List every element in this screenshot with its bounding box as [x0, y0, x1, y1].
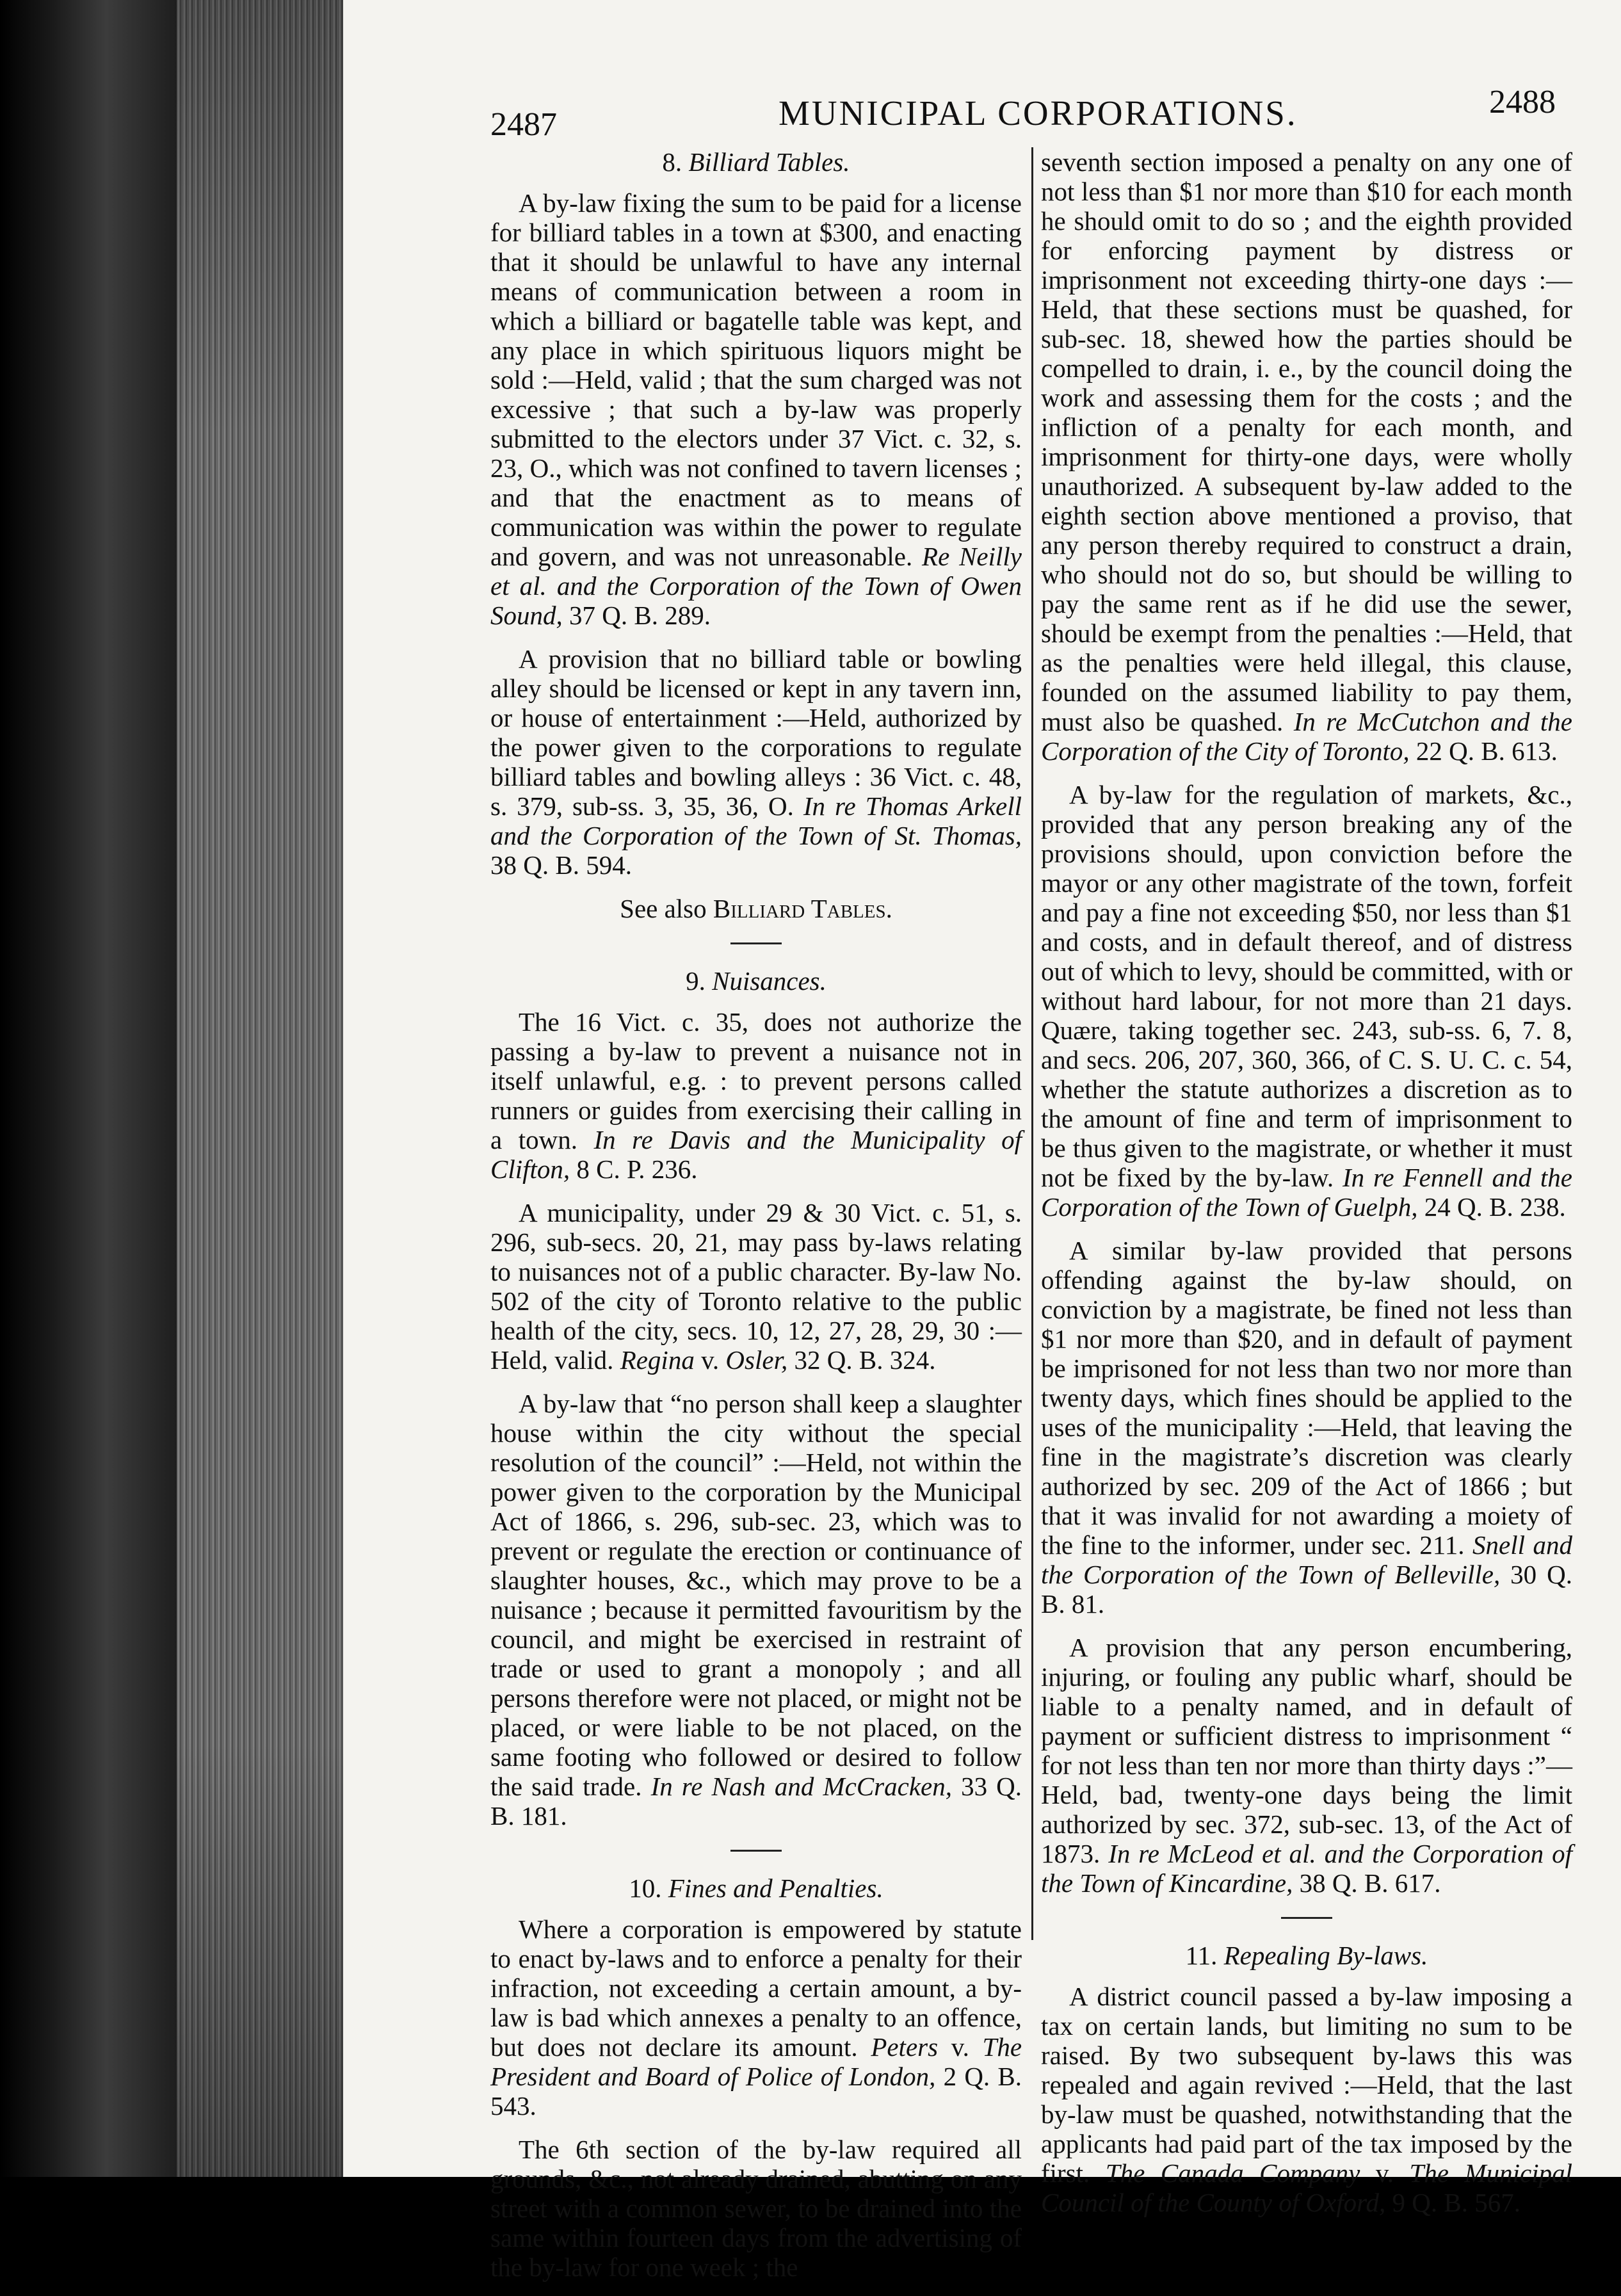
text-span: A by-law for the regulation of markets, &c., provided that any person breaking any of the provisions should, upon conviction before the mayor or any other magistrate of the town, forfeit and pay a fine not exceeding $50, nor less than $1 and costs, and in default thereof, and of distress out of which to levy, should be committed, with or without hard labour, for not more than 21 days. Quære, taking together sec. 243, sub-ss. 6, 7. 8, and secs. 206, 207, 360, 366, of C. S. U. C. c. 54, whether the statute authorizes a discretion as to the amount of fine and term of imprisonment to be thus given to the magistrate, or whether it must not be fixed by the by-law.	[1041, 780, 1572, 1192]
text-span: Snell and the Corporation of the Town of Belleville,	[1041, 1530, 1573, 1589]
paragraph	[1041, 147, 1572, 766]
text-span: Nuisances.	[712, 966, 827, 996]
paragraph	[490, 1198, 1022, 1375]
text-span: 37 Q. B. 289.	[562, 601, 711, 630]
text-span: A by-law that “no person shall keep a slaughter house within the city without the special resolution of the council” :—Held, not within the power given to the corporation by the Municipal Act of 1866, s. 296, sub-sec. 23, which was to prevent or regulate the erection or continuance of slaughter houses, &c., which may prove to be a nuisance ; because it permitted favouritism by the council, and might be exercised in restraint of trade or used to grant a monopoly ; and all persons therefore were not placed, or might not be placed, or were liable to be not placed, on the same footing who followed or desired to follow the said trade.	[490, 1389, 1022, 1801]
paragraph	[490, 1389, 1022, 1831]
paragraph	[490, 1007, 1022, 1184]
section-rule	[730, 942, 782, 944]
left-column	[490, 147, 1022, 2296]
paragraph	[1041, 780, 1572, 1222]
text-span: A by-law fixing the sum to be paid for a license for billiard tables in a town at $300, and enacting that it should be unlawful to have any internal means of communication between a room in which a billiard or bagatelle table was kept, and any place in which spirituous liquors might be sold :—Held, valid ; that the sum charged was not excessive ; that such a by-law was properly submitted to the electors under 37 Vict. c. 32, s. 23, O., which was not confined to tavern licenses ; and that the enactment as to means of communication was within the power to regulate and govern, and was not unreasonable.	[490, 188, 1022, 571]
text-span: v.	[938, 2032, 983, 2062]
text-span: 32 Q. B. 324.	[787, 1345, 936, 1375]
text-span: The 6th section of the by-law required all grounds, &c., not already drained, abutting on any street with a common sewer, to be drained into the same within fourteen days from the advertising of the by-law for one week ; the	[490, 2135, 1022, 2282]
paragraph	[490, 1914, 1022, 2121]
section-rule	[730, 1850, 782, 1852]
text-span: In re Thomas Arkell and the Corporation of the Town of St. Thomas,	[490, 791, 1022, 850]
text-span: 24 Q. B. 238.	[1417, 1192, 1566, 1222]
text-span: In re Davis and the Municipality of Clifton,	[490, 1125, 1022, 1184]
text-span: Peters	[871, 2032, 939, 2062]
left-page-number: 2487	[490, 106, 557, 143]
text-span: In re McCutchon and the Corporation of the City of Toronto,	[1041, 707, 1572, 766]
text-span: In re McLeod et al. and the Corporation of the Town of Kincardine,	[1041, 1839, 1573, 1898]
text-span: A municipality, under 29 & 30 Vict. c. 51, s. 296, sub-secs. 20, 21, may pass by-laws relating to nuisances not of a public character. By-law No. 502 of the city of Toronto relative to the public health of the city, secs. 10, 12, 27, 28, 29, 30 :—Held, valid.	[490, 1198, 1022, 1375]
text-span: A provision that no billiard table or bowling alley should be licensed or kept in any tavern inn, or house of entertainment :—Held, authorized by the power given to the corporations to regulate billiard tables and bowling alleys : 36 Vict. c. 48, s. 379, sub-ss. 3, 35, 36, O.	[490, 644, 1022, 821]
paragraph	[1041, 1236, 1572, 1619]
section-heading-10	[490, 1873, 1022, 1903]
text-span: 30 Q. B. 81.	[1041, 1560, 1573, 1619]
text-span: A district council passed a by-law imposing a tax on certain lands, but limiting no sum to be raised. By two subsequent by-laws this was repealed and again revived :—Held, that the last by-law must be quashed, notwithstanding that the applicants had paid part of the tax imposed by the first.	[1041, 1982, 1572, 2188]
text-span: The 16 Vict. c. 35, does not authorize the passing a by-law to prevent a nuisance not in itself unlawful, e.g. : to prevent persons called runners or guides from exercising their calling in a town.	[490, 1007, 1022, 1154]
text-span: 10.	[629, 1873, 662, 1903]
paragraph	[490, 644, 1022, 880]
text-span: 38 Q. B. 617.	[1293, 1868, 1441, 1898]
text-span: The President and Board of Police of London,	[490, 2032, 1022, 2091]
running-header	[343, 80, 1621, 143]
text-span: 38 Q. B. 594.	[490, 850, 632, 880]
column-divider	[1031, 147, 1033, 1940]
section-heading-9	[490, 966, 1022, 996]
text-span: 33 Q. B. 181.	[490, 1772, 1022, 1831]
text-span: 8.	[662, 147, 682, 177]
book-page	[343, 0, 1621, 2282]
paragraph	[1041, 1982, 1572, 2217]
text-span: v.	[1360, 2158, 1410, 2188]
text-span: Where a corporation is empowered by statute to enact by-laws and to enforce a penalty for their infraction, not exceeding a certain amount, a by-law is bad which annexes a penalty to an offence, but does not declare its amount.	[490, 1914, 1022, 2062]
book-page-edges	[177, 0, 343, 2177]
section-heading-11	[1041, 1941, 1572, 1970]
scan-dark-margin	[0, 0, 177, 2177]
text-span: Fines and Penalties.	[668, 1873, 883, 1903]
paragraph	[490, 2135, 1022, 2282]
text-span: 9.	[686, 966, 706, 996]
text-span: 11.	[1185, 1941, 1218, 1970]
text-span: The Canada Company	[1105, 2158, 1360, 2188]
paragraph	[490, 188, 1022, 630]
text-span: In re Fennell and the Corporation of the Town of Guelph,	[1041, 1163, 1572, 1222]
text-span: 9 Q. B. 567.	[1385, 2188, 1520, 2217]
text-span: Repealing By-laws.	[1223, 1941, 1428, 1970]
right-column	[1041, 147, 1572, 2231]
section-heading-8	[490, 147, 1022, 177]
text-span: See also	[620, 894, 713, 923]
text-span: 2 Q. B. 543.	[490, 2062, 1022, 2121]
text-span: v.	[694, 1345, 726, 1375]
text-span: seventh section imposed a penalty on any one of not less than $1 nor more than $10 for each month he should omit to do so ; and the eighth provided for enforcing payment by distress or imprisonment not exceeding thirty-one days :—Held, that these sections must be quashed, for sub-sec. 18, shewed how the parties should be compelled to drain, i. e., by the council doing the work and assessing them for the costs ; and the infliction of a penalty for each month, and imprisonment for thirty-one days, were wholly unauthorized. A subsequent by-law added to the eighth section above mentioned a proviso, that any person thereby required to construct a drain, who should not do so, but should be willing to pay the same rent as if he did use the sewer, should be exempt from the penalties :—Held, that as the penalties were held illegal, this clause, founded on the assumed liability to pay them, must also be quashed.	[1041, 147, 1572, 736]
see-also-note	[490, 894, 1022, 923]
text-span: A similar by-law provided that persons offending against the by-law should, on conviction by a magistrate, be fined not less than $1 nor more than $20, and in default of payment be imprisoned for not less than two nor more than twenty days, which fines should be applied to the uses of the municipality :—Held, that leaving the fine in the magistrate’s discretion was clearly authorized by sec. 209 of the Act of 1866 ; but that it was invalid for not awarding a moiety of the fine to the informer, under sec. 211.	[1041, 1236, 1572, 1560]
text-span: A provision that any person encumbering, injuring, or fouling any public wharf, should be liable to a penalty named, and in default of payment or sufficient distress to imprisonment “ for not less than ten nor more than thirty days :”—Held, bad, twenty-one days being the limit authorized by sec. 372, sub-sec. 13, of the Act of 1873.	[1041, 1633, 1572, 1868]
text-span: Billiard Tables.	[713, 894, 892, 923]
text-span: Osler,	[725, 1345, 788, 1375]
text-span: The Municipal Council of the County of Oxford,	[1041, 2158, 1573, 2217]
text-span: In re Nash and McCracken,	[650, 1772, 952, 1801]
section-rule	[1281, 1917, 1332, 1919]
text-span: 8 C. P. 236.	[570, 1154, 698, 1184]
paragraph	[1041, 1633, 1572, 1898]
text-span: Billiard Tables.	[688, 147, 850, 177]
text-span: Regina	[620, 1345, 695, 1375]
text-span: Re Neilly et al. and the Corporation of the Town of Owen Sound,	[490, 542, 1022, 630]
text-span: 22 Q. B. 613.	[1409, 736, 1558, 766]
right-page-number: 2488	[1489, 84, 1556, 120]
running-title: MUNICIPAL CORPORATIONS.	[778, 93, 1298, 133]
